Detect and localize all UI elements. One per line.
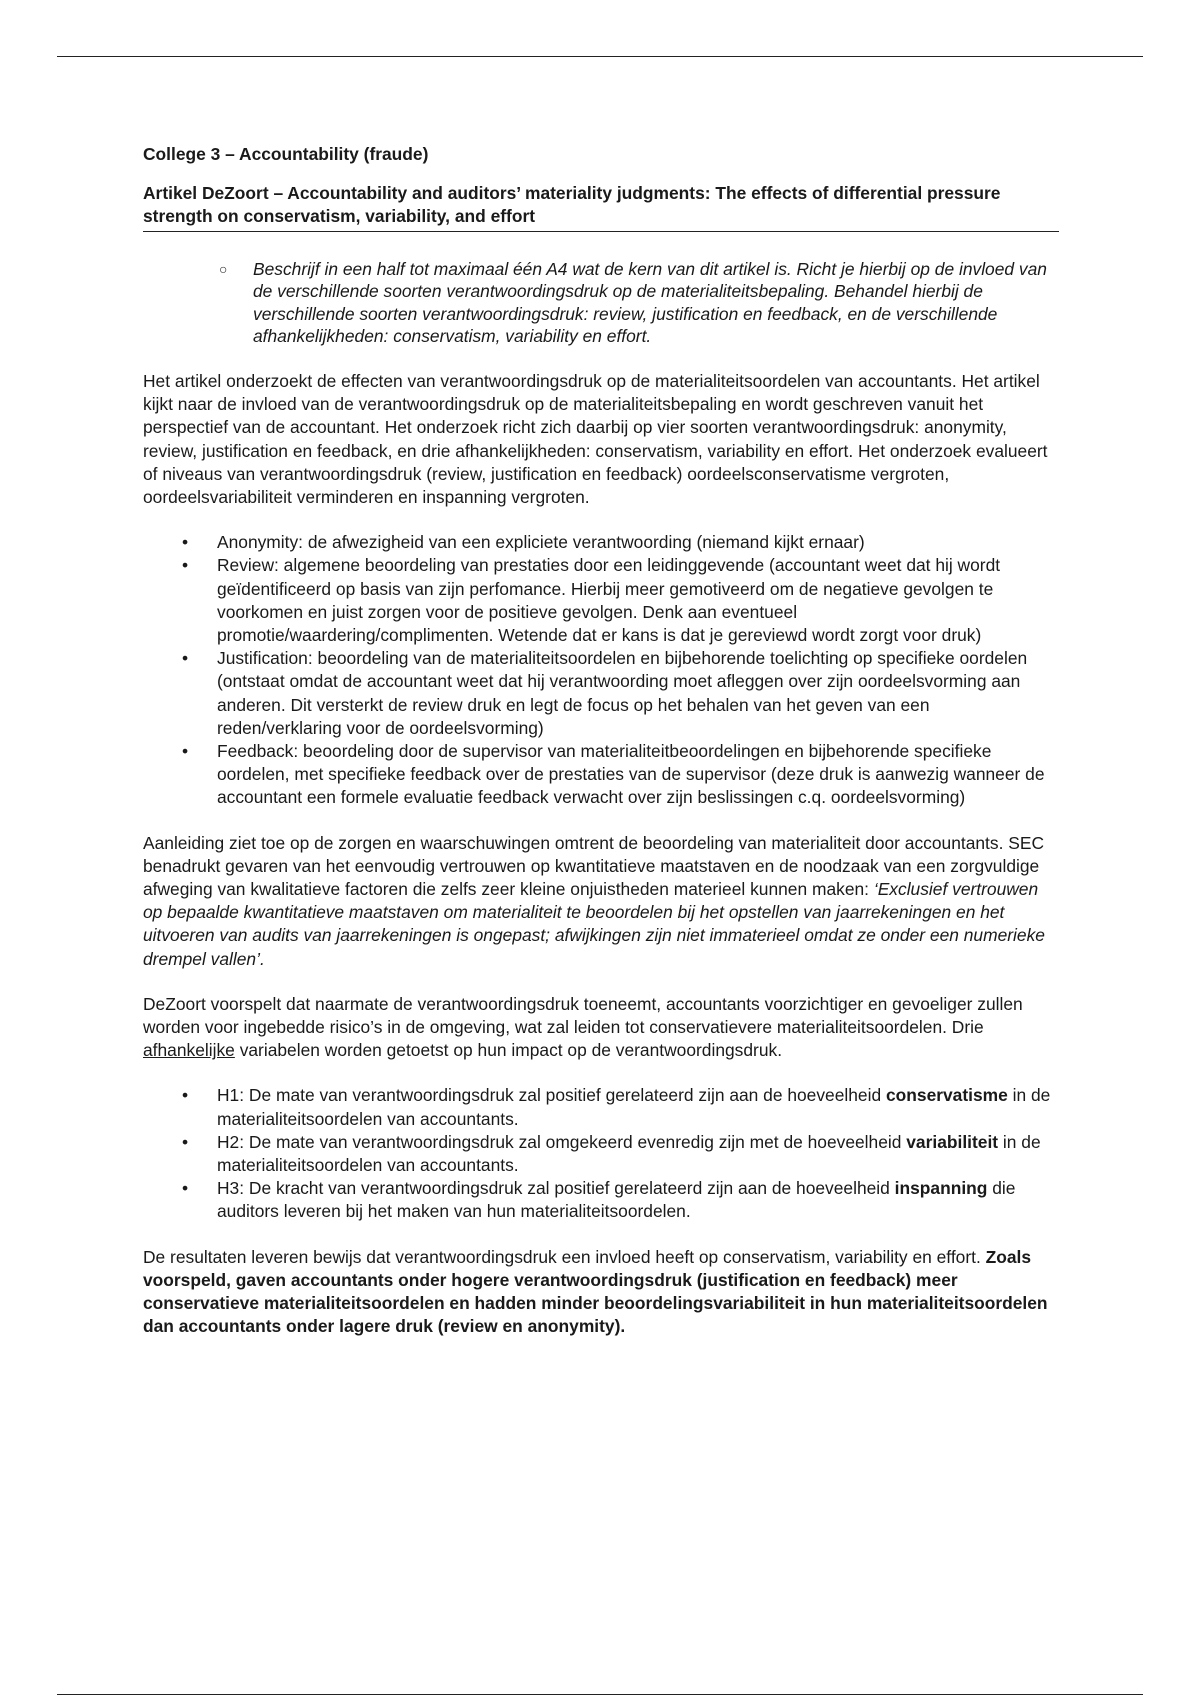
hypothesis-text-after: in de materialiteitsoordelen van accountants. bbox=[217, 1085, 1051, 1129]
bullet-icon: • bbox=[182, 741, 189, 762]
assignment-question-text: Beschrijf in een half tot maximaal één A4 wat de kern van dit artikel is. Richt je hierbij op de invloed van de verschillende soorten verantwoordingsdruk op de materialiteitsbepaling. Behandel hierbij de verschillende soorten verantwoordingsdruk: review, justification en feedback, en de verschillende afhankelijkheden: conservatism, variability en effort. bbox=[253, 258, 1047, 347]
bullet-icon: • bbox=[182, 648, 189, 669]
pressure-types-list bbox=[143, 531, 1059, 809]
bullet-icon: • bbox=[182, 1178, 189, 1199]
prediction-paragraph bbox=[143, 993, 1059, 1063]
hypotheses-list bbox=[143, 1084, 1059, 1223]
document-page bbox=[143, 143, 1059, 1339]
hypothesis-item bbox=[143, 1177, 1059, 1223]
bullet-icon: • bbox=[182, 1131, 189, 1152]
list-item bbox=[143, 647, 1059, 740]
hollow-bullet-icon: ○ bbox=[219, 260, 228, 277]
hypothesis-key-term: variabiliteit bbox=[906, 1131, 999, 1152]
assignment-question bbox=[143, 258, 1059, 348]
list-item-text: Justification: beoordeling van de materialiteitsoordelen en bijbehorende toelichting op specifieke oordelen (ontstaat omdat de accountant weet dat hij verantwoording moet afleggen over zijn oordeelsvorming aan anderen. Dit versterkt de review druk en legt de focus op het behalen van het geven van een reden/verklaring voor de oordeelsvorming) bbox=[217, 648, 1028, 738]
hypothesis-item bbox=[143, 1084, 1059, 1130]
aanleiding-paragraph bbox=[143, 832, 1059, 971]
page-bottom-rule bbox=[57, 1694, 1143, 1695]
hypothesis-text-after: in de materialiteitsoordelen van accountants. bbox=[217, 1131, 1041, 1176]
list-item bbox=[143, 554, 1059, 647]
hypothesis-text-before: H3: De kracht van verantwoordingsdruk zal positief gerelateerd zijn aan de hoeveelheid bbox=[217, 1178, 895, 1199]
page-top-rule bbox=[57, 56, 1143, 57]
prediction-underlined-term: afhankelijke bbox=[143, 1040, 235, 1061]
hypothesis-text-before: H1: De mate van verantwoordingsdruk zal positief gerelateerd zijn aan de hoeveelheid bbox=[217, 1085, 886, 1106]
list-item bbox=[143, 740, 1059, 810]
hypothesis-item bbox=[143, 1131, 1059, 1177]
results-conclusion: Zoals voorspeld, gaven accountants onder hogere verantwoordingsdruk (justification en feedback) meer conservatieve materialiteitsoordelen en hadden minder beoordelingsvariabiliteit in hun materialiteitsoordelen dan accountants onder lagere druk (review en anonymity). bbox=[143, 1246, 1048, 1337]
list-item bbox=[143, 531, 1059, 554]
sec-quote: ‘Exclusief vertrouwen op bepaalde kwantitatieve maatstaven om materialiteit te beoordelen bij het opstellen van jaarrekeningen en het uitvoeren van audits van jaarrekeningen is ongepast; afwijkingen zijn niet immaterieel omdat ze onder een numerieke drempel vallen’. bbox=[143, 879, 1045, 969]
bullet-icon: • bbox=[182, 555, 189, 576]
intro-paragraph: Het artikel onderzoekt de effecten van verantwoordingsdruk op de materialiteitsoordelen van accountants. Het artikel kijkt naar de invloed van de verantwoordingsdruk op de materialiteitsbepaling en wordt geschreven vanuit het perspectief van de accountant. Het onderzoek richt zich daarbij op vier soorten verantwoordingsdruk: anonymity, review, justification en feedback, en drie afhankelijkheden: conservatism, variability en effort. Het onderzoek evalueert of niveaus van verantwoordingsdruk (review, justification en feedback) oordeelsconservatisme vergroten, oordeelsvariabiliteit verminderen en inspanning vergroten. bbox=[143, 370, 1048, 507]
results-paragraph bbox=[143, 1246, 1059, 1339]
list-item-text: Anonymity: de afwezigheid van een expliciete verantwoording (niemand kijkt ernaar) bbox=[217, 532, 865, 553]
college-title: College 3 – Accountability (fraude) bbox=[143, 144, 429, 164]
bullet-icon: • bbox=[182, 1085, 189, 1106]
list-item-text: Review: algemene beoordeling van prestaties door een leidinggevende (accountant weet dat hij wordt geïdentificeerd op basis van zijn perfomance. Hierbij meer gemotiveerd om de negatieve gevolgen te voorkomen en juist zorgen voor de positieve gevolgen. Denk aan eventueel promotie/waardering/complimenten. Wetende dat er kans is dat je gereviewd wordt zorgt voor druk) bbox=[217, 555, 1001, 646]
hypothesis-text-after: die auditors leveren bij het maken van hun materialiteitsoordelen. bbox=[217, 1178, 1016, 1222]
prediction-text-after: variabelen worden getoetst op hun impact op de verantwoordingsdruk. bbox=[234, 1040, 783, 1061]
hypothesis-text-before: H2: De mate van verantwoordingsdruk zal omgekeerd evenredig zijn met de hoeveelheid bbox=[217, 1131, 907, 1152]
prediction-text-before: DeZoort voorspelt dat naarmate de verantwoordingsdruk toeneemt, accountants voorzichtiger en gevoeliger zullen worden voor ingebedde risico’s in de omgeving, wat zal leiden tot conservatievere materialiteitsoordelen. Drie bbox=[143, 993, 1023, 1038]
hypothesis-key-term: conservatisme bbox=[885, 1085, 1008, 1106]
aanleiding-text: Aanleiding ziet toe op de zorgen en waarschuwingen omtrent de beoordeling van materialiteit door accountants. SEC benadrukt gevaren van het eenvoudig vertrouwen op kwantitatieve maatstaven en de noodzaak van een zorgvuldige afweging van kwalitatieve factoren die zelfs zeer kleine onjuistheden materieel kunnen maken: bbox=[143, 832, 1045, 900]
hypothesis-key-term: inspanning bbox=[894, 1178, 988, 1199]
article-title: Artikel DeZoort – Accountability and auditors’ materiality judgments: The effects of differential pressure strength on conservatism, variability, and effort bbox=[143, 182, 1059, 231]
list-item-text: Feedback: beoordeling door de supervisor van materialiteitbeoordelingen en bijbehorende specifieke oordelen, met specifieke feedback over de prestaties van de supervisor (deze druk is aanwezig wanneer de accountant een formele evaluatie feedback verwacht over zijn beslissingen c.q. oordeelsvorming) bbox=[217, 741, 1045, 808]
results-text: De resultaten leveren bewijs dat verantwoordingsdruk een invloed heeft op conservatism, variability en effort. bbox=[143, 1246, 986, 1267]
bullet-icon: • bbox=[182, 532, 189, 553]
